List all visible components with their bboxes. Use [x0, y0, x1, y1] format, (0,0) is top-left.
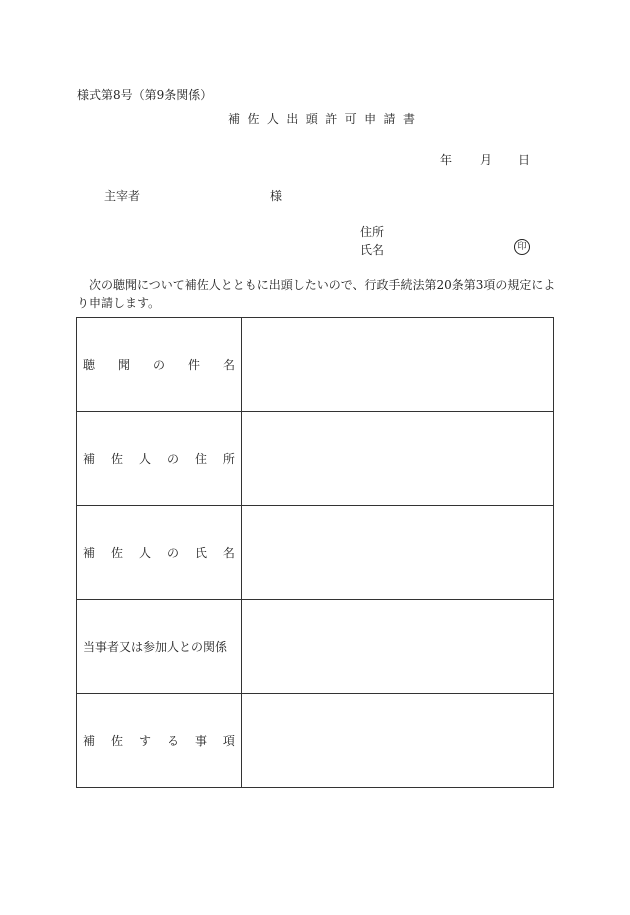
row-label-char: 当事者又は参加人との関係	[83, 640, 228, 654]
date-day-label: 日	[518, 153, 531, 167]
recipient-honorific: 様	[270, 189, 283, 203]
application-table	[76, 317, 554, 788]
row-label-char: 事	[194, 734, 207, 748]
request-paragraph: 次の聴聞について補佐人とともに出頭したいので、行政手続法第20条第3項の規定により申請します。	[77, 278, 556, 310]
row-value-field[interactable]	[242, 694, 554, 788]
row-label-char: の	[166, 452, 179, 466]
row-label-char: 補	[83, 734, 96, 748]
row-label-cell	[77, 694, 242, 788]
row-label	[77, 732, 241, 749]
row-label-char: 名	[222, 358, 235, 372]
row-label-char: 項	[222, 734, 235, 748]
row-label-cell	[77, 600, 242, 694]
row-label-char: の	[152, 358, 165, 372]
row-label-char: 氏	[194, 546, 207, 560]
row-label	[77, 356, 241, 373]
row-value-field[interactable]	[242, 506, 554, 600]
applicant-name-label: 氏名	[360, 243, 385, 257]
row-label-char: 聞	[117, 358, 130, 372]
row-label	[77, 544, 241, 561]
row-label-char: 件	[187, 358, 200, 372]
seal-icon: 印	[514, 239, 530, 255]
row-label-char: 人	[138, 452, 151, 466]
row-value-field[interactable]	[242, 600, 554, 694]
row-label-cell	[77, 412, 242, 506]
applicant-address-label: 住所	[360, 225, 385, 239]
row-label-char: 佐	[110, 546, 123, 560]
row-label-char: す	[138, 734, 151, 748]
row-label-cell	[77, 506, 242, 600]
row-label-char: 名	[222, 546, 235, 560]
row-label-char: の	[166, 546, 179, 560]
table-row	[77, 318, 554, 412]
row-value-field[interactable]	[242, 412, 554, 506]
row-value-field[interactable]	[242, 318, 554, 412]
table-row	[77, 600, 554, 694]
row-label-char: 聴	[83, 358, 96, 372]
table-row	[77, 412, 554, 506]
date-month-label: 月	[480, 153, 493, 167]
document-title: 補佐人出頭許可申請書	[228, 112, 423, 126]
row-label	[77, 638, 241, 655]
row-label-char: 住	[194, 452, 207, 466]
row-label-char: 補	[83, 452, 96, 466]
row-label	[77, 450, 241, 467]
form-number: 様式第8号（第9条関係）	[77, 88, 213, 102]
table-row	[77, 694, 554, 788]
date-year-label: 年	[440, 153, 453, 167]
row-label-char: る	[166, 734, 179, 748]
row-label-char: 佐	[110, 734, 123, 748]
row-label-char: 補	[83, 546, 96, 560]
table-row	[77, 506, 554, 600]
row-label-char: 佐	[110, 452, 123, 466]
row-label-cell	[77, 318, 242, 412]
recipient-label: 主宰者	[104, 189, 141, 203]
row-label-char: 所	[222, 452, 235, 466]
row-label-char: 人	[138, 546, 151, 560]
